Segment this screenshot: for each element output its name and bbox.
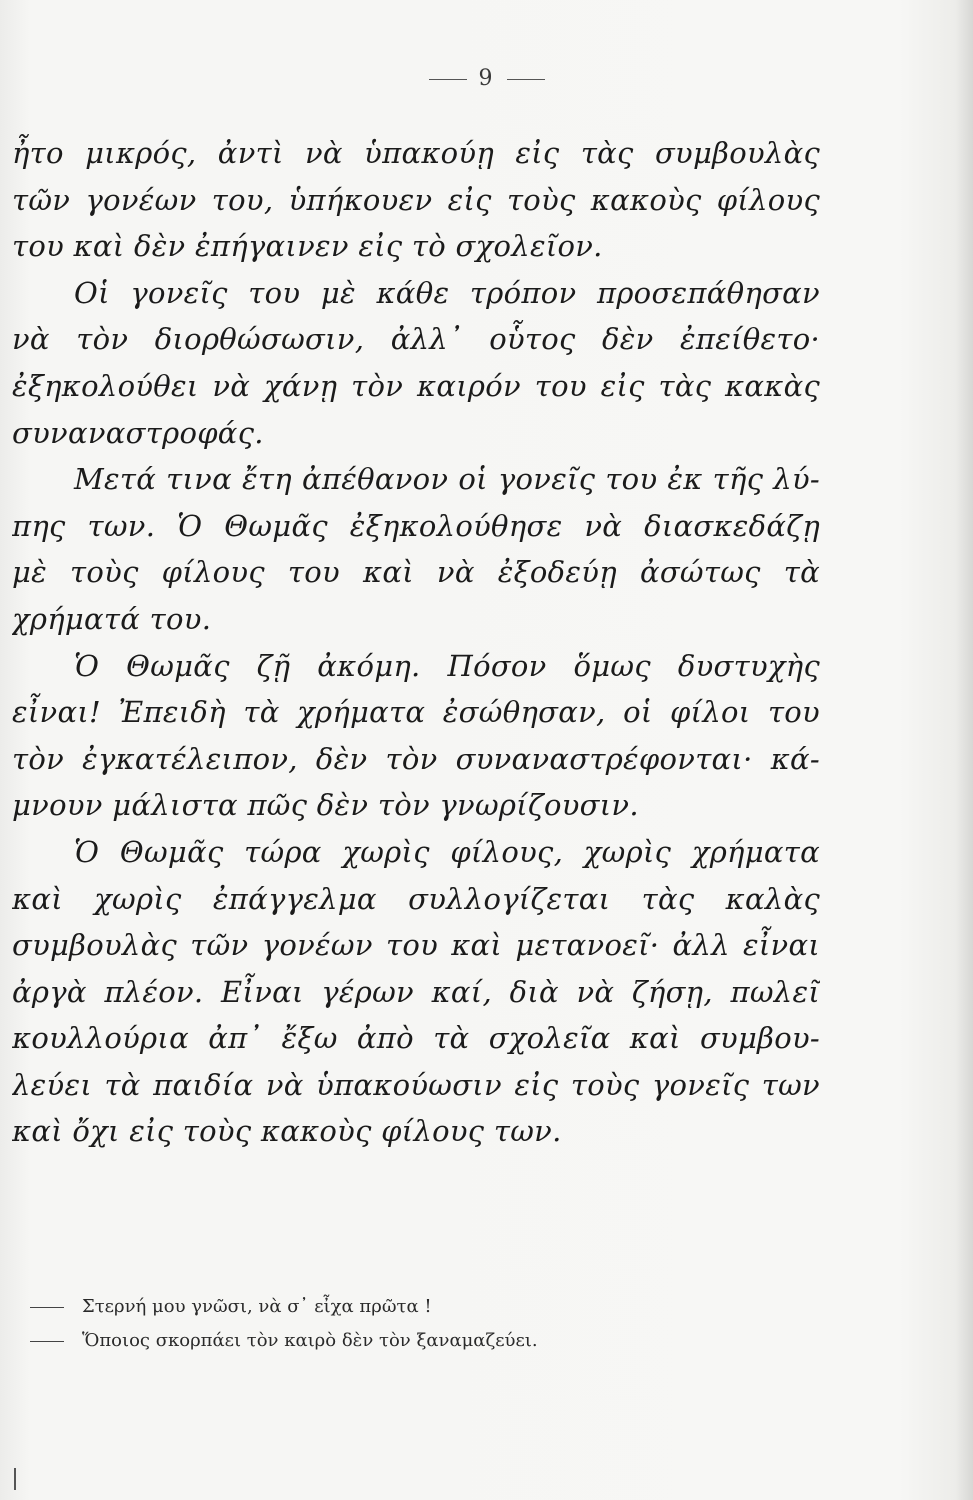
header-dash-right <box>507 79 545 80</box>
text-line: ἦτο μικρός, ἀντὶ νὰ ὑπακούῃ εἰς τὰς συμβουλὰς <box>12 136 820 170</box>
margin-mark <box>14 1468 16 1490</box>
text-line: τὸν ἐγκατέλειπον, δὲν τὸν συναναστρέφονται· κά- <box>12 741 820 776</box>
footnotes <box>30 1290 730 1358</box>
text-line: πης των. Ὁ Θωμᾶς ἐξηκολούθησε νὰ διασκεδάζῃ <box>12 508 820 543</box>
text-line: μνουν μάλιστα πῶς δὲν τὸν γνωρίζουσιν. <box>12 788 639 823</box>
footnote-text: Στερνή μου γνῶσι, νὰ σ᾽ εἶχα πρῶτα ! <box>82 1296 432 1317</box>
text-line: καὶ ὄχι εἰς τοὺς κακοὺς φίλους των. <box>12 1114 562 1149</box>
footnote-dash <box>30 1341 64 1342</box>
text-line: χρήματά του. <box>12 601 212 636</box>
text-line: Οἱ γονεῖς του μὲ κάθε τρόπον προσεπάθησαν <box>74 275 820 310</box>
text-line: καὶ χωρὶς ἐπάγγελμα συλλογίζεται τὰς καλὰς <box>12 881 820 916</box>
footnote-text: Ὅποιος σκορπάει τὸν καιρὸ δὲν τὸν ξαναμαζεύει. <box>82 1330 538 1351</box>
text-line: Ὁ Θωμᾶς τώρα χωρὶς φίλους, χωρὶς χρήματα <box>74 834 820 869</box>
text-line: ἀργὰ πλέον. Εἶναι γέρων καί, διὰ νὰ ζήσῃ, πωλεῖ <box>12 974 820 1009</box>
page-header <box>0 66 973 91</box>
text-line: λεύει τὰ παιδία νὰ ὑπακούωσιν εἰς τοὺς γονεῖς των <box>12 1067 820 1102</box>
text-line: μὲ τοὺς φίλους του καὶ νὰ ἐξοδεύῃ ἀσώτως τὰ <box>12 555 820 590</box>
footnote <box>30 1290 730 1324</box>
text-line: συναναστροφάς. <box>12 415 264 450</box>
text-line: νὰ τὸν διορθώσωσιν, ἀλλ᾽ οὗτος δὲν ἐπείθετο· <box>12 322 820 357</box>
text-line: κουλλούρια ἀπ᾽ ἔξω ἀπὸ τὰ σχολεῖα καὶ συμβου- <box>12 1021 820 1056</box>
page-edge-shadow <box>955 0 973 1500</box>
text-line: τῶν γονέων του, ὑπήκουεν εἰς τοὺς κακοὺς φίλους <box>12 182 820 217</box>
body-text <box>12 130 820 1155</box>
page-number: 9 <box>478 66 495 91</box>
text-line: Ὁ Θωμᾶς ζῇ ἀκόμη. Πόσον ὅμως δυστυχὴς <box>74 648 820 683</box>
text-line: του καὶ δὲν ἐπήγαινεν εἰς τὸ σχολεῖον. <box>12 229 603 264</box>
text-line: Μετά τινα ἔτη ἀπέθανον οἱ γονεῖς του ἐκ τῆς λύ- <box>74 462 820 497</box>
text-line: ἐξηκολούθει νὰ χάνῃ τὸν καιρόν του εἰς τὰς κακὰς <box>12 368 820 403</box>
footnote <box>30 1324 730 1358</box>
header-dash-left <box>429 79 467 80</box>
text-line: συμβουλὰς τῶν γονέων του καὶ μετανοεῖ· ἀλλ εἶναι <box>12 928 820 963</box>
footnote-dash <box>30 1307 64 1308</box>
text-line: εἶναι! Ἐπειδὴ τὰ χρήματα ἐσώθησαν, οἱ φίλοι του <box>12 695 820 730</box>
